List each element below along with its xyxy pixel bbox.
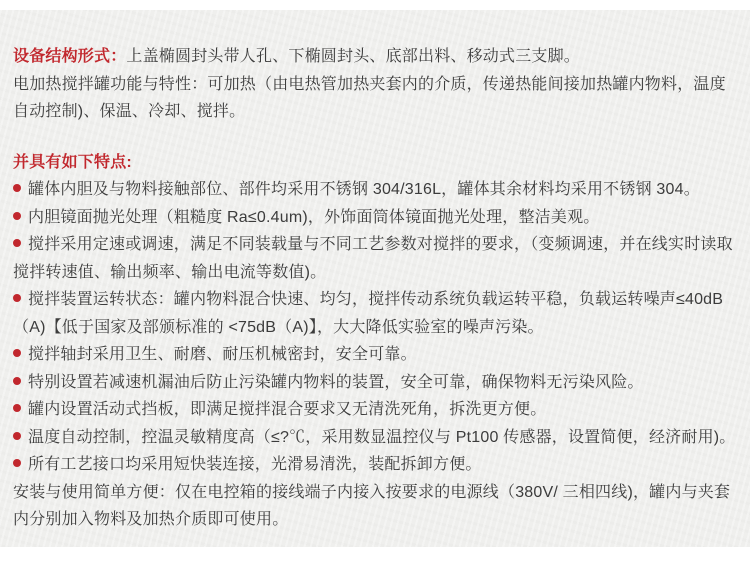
feature-text: 特别设置若减速机漏油后防止污染罐内物料的装置，安全可靠，确保物料无污染风险。: [28, 373, 644, 391]
feature-text: 搅拌轴封采用卫生、耐磨、耐压机械密封，安全可靠。: [28, 346, 417, 363]
feature-item: [13, 231, 736, 286]
structure-paragraph: [13, 43, 736, 71]
features-heading: 并具有如下特点:: [13, 153, 132, 171]
feature-text: 温度自动控制，控温灵敏精度高（≤?℃，采用数显温控仪与 Pt100 传感器，设置简便，经济耐用)。: [28, 428, 736, 446]
bullet-icon: [13, 404, 21, 412]
feature-item: [13, 286, 736, 341]
feature-text: 搅拌装置运转状态：罐内物料混合快速、均匀，搅拌传动系统负载运转平稳，负载运转噪声≤40dB（A)【低于国家及部颁标准的 <75dB（A)】，大大降低实验室的噪声污染。: [13, 291, 724, 336]
feature-item: [13, 176, 736, 204]
feature-text: 所有工艺接口均采用短快装连接，光滑易清洗，装配拆卸方便。: [28, 456, 482, 473]
bullet-icon: [13, 349, 21, 357]
feature-item: [13, 204, 736, 232]
bullet-icon: [13, 377, 21, 385]
feature-text: 内胆镜面抛光处理（粗糙度 Ra≤0.4um)，外饰面筒体镜面抛光处理，整洁美观。: [28, 208, 600, 226]
feature-item: [13, 396, 736, 424]
bullet-icon: [13, 184, 21, 192]
feature-item: [13, 451, 736, 479]
feature-item: [13, 369, 736, 397]
structure-text: 上盖椭圆封头带人孔、下椭圆封头、底部出料、移动式三支脚。: [126, 48, 581, 65]
bullet-icon: [13, 459, 21, 467]
feature-text: 罐内设置活动式挡板，即满足搅拌混合要求又无清洗死角，拆洗更方便。: [28, 401, 547, 418]
install-paragraph: 安装与使用简单方便：仅在电控箱的接线端子内接入按要求的电源线（380V/ 三相四线)，罐内与夹套内分别加入物料及加热介质即可使用。: [13, 483, 731, 528]
document-body: [0, 10, 750, 547]
structure-label: 设备结构形式：: [13, 48, 127, 65]
bullet-icon: [13, 432, 21, 440]
feature-text: 罐体内胆及与物料接触部位、部件均采用不锈钢 304/316L，罐体其余材料均采用不锈钢 304。: [28, 181, 700, 198]
bullet-icon: [13, 212, 21, 220]
feature-item: [13, 341, 736, 369]
feature-text: 搅拌采用定速或调速，满足不同装载量与不同工艺参数对搅拌的要求，（变频调速，并在线实时读取搅拌转速值、输出频率、输出电流等数值)。: [13, 236, 733, 281]
bullet-icon: [13, 239, 21, 247]
feature-item: [13, 424, 736, 452]
bullet-icon: [13, 294, 21, 302]
function-paragraph: 电加热搅拌罐功能与特性：可加热（由电热管加热夹套内的介质，传递热能间接加热罐内物料，温度自动控制)、保温、冷却、搅拌。: [13, 75, 726, 120]
